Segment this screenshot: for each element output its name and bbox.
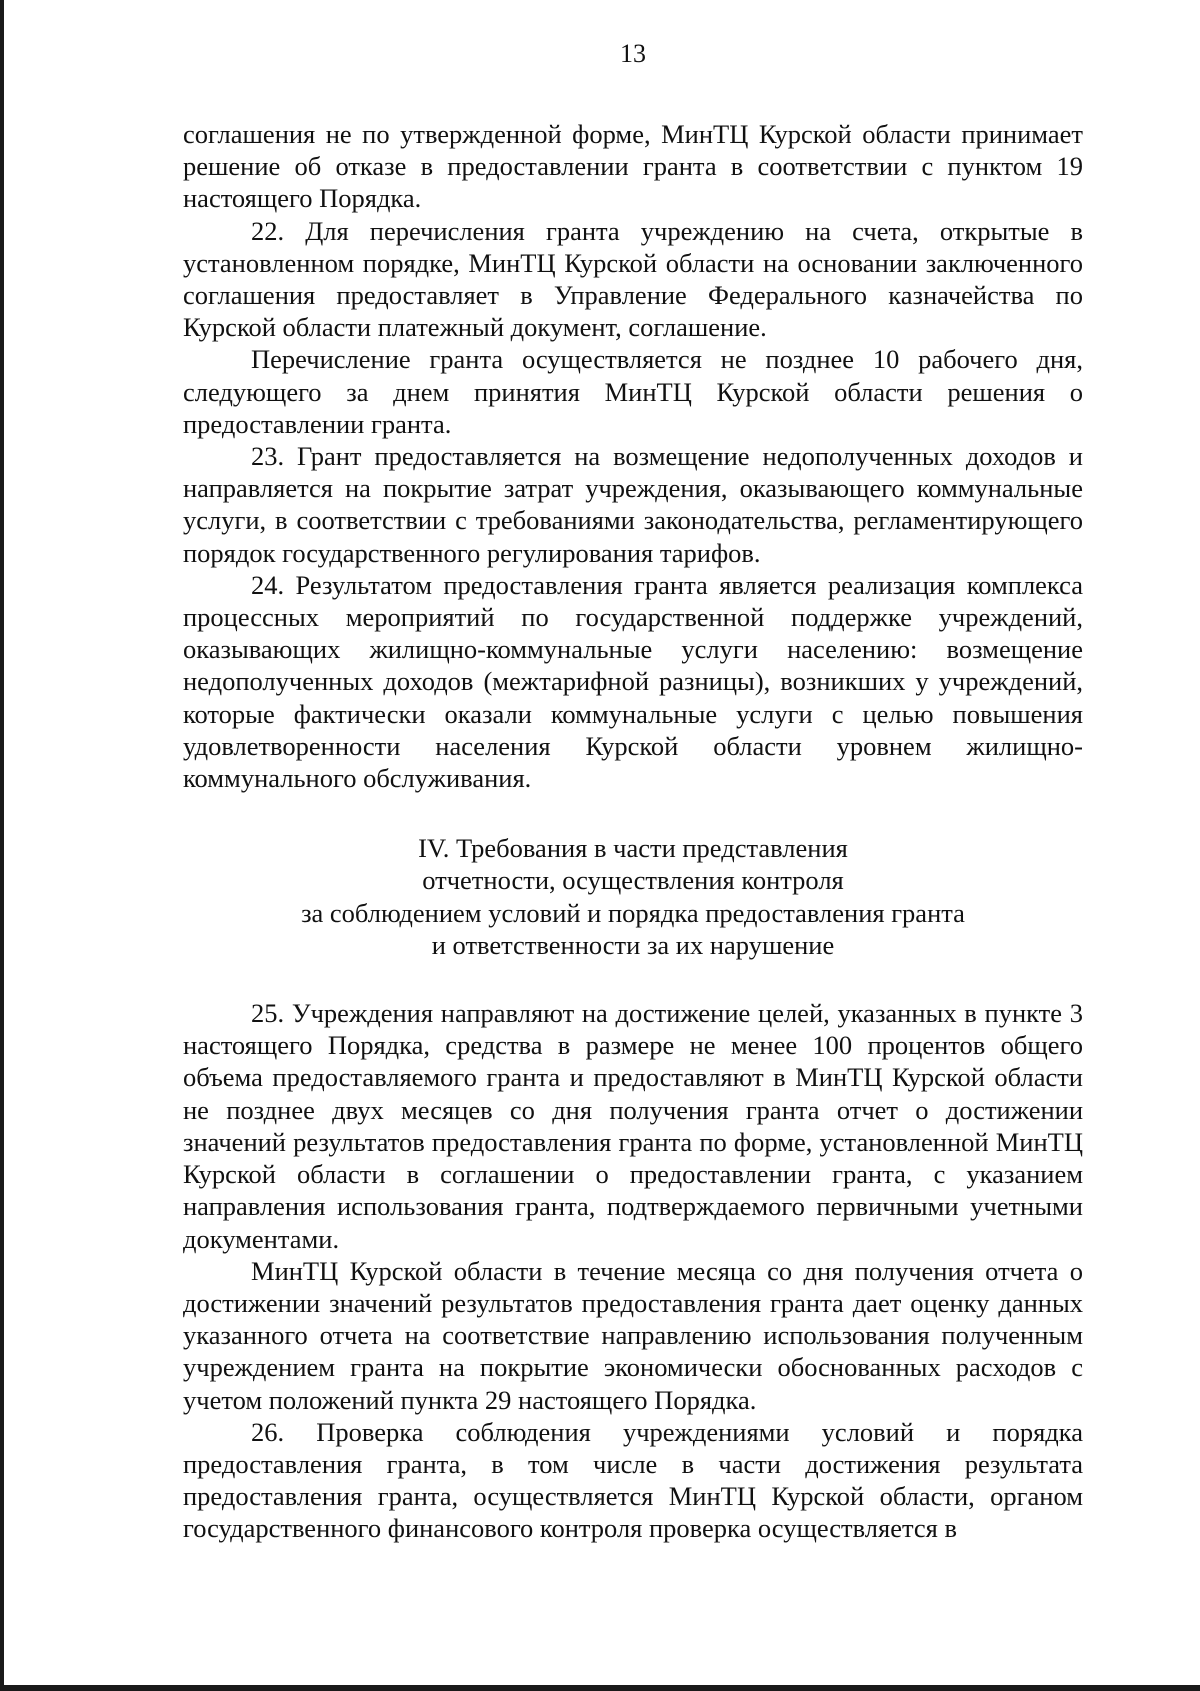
paragraph: соглашения не по утвержденной форме, МинТЦ Курской области принимает решение об отказе в предоставлении гранта в соответствии с пунктом 19 настоящего Порядка. xyxy=(183,119,1083,214)
section-heading-line: IV. Требования в части представления xyxy=(418,833,848,864)
section-heading-line: отчетности, осуществления контроля xyxy=(422,865,844,896)
paragraph-22: 22. Для перечисления гранта учреждению на счета, открытые в установленном порядке, МинТЦ Курской области на основании заключенного соглашения предоставляет в Управление Федерального казначейства по Курской области платежный документ, соглашение. xyxy=(183,215,1083,343)
section-heading-line: за соблюдением условий и порядка предоставления гранта xyxy=(301,897,965,928)
paragraph-25: 25. Учреждения направляют на достижение целей, указанных в пункте 3 настоящего Порядка, средства в размере не менее 100 процентов общего объема предоставляемого гранта и предоставляют в МинТЦ Курской области не позднее двух месяцев со дня получения гранта отчет о достижении значений результатов предоставления гранта по форме, установленной МинТЦ Курской области в соглашении о предоставлении гранта, с указанием направления использования гранта, подтверждаемого первичными учетными документами. xyxy=(183,998,1083,1254)
scan-border-left xyxy=(0,0,4,1691)
paragraph: Перечисление гранта осуществляется не позднее 10 рабочего дня, следующего за днем принятия МинТЦ Курской области решения о предоставлении гранта. xyxy=(183,344,1083,439)
paragraph-24: 24. Результатом предоставления гранта является реализация комплекса процессных мероприятий по государственной поддержке учреждений, оказывающих жилищно-коммунальные услуги населению: возмещение недополученных доходов (межтарифной разницы), возникших у учреждений, которые фактически оказали коммунальные услуги с целью повышения удовлетворенности населения Курской области уровнем жилищно-коммунального обслуживания. xyxy=(183,569,1083,794)
page-number: 13 xyxy=(620,39,646,68)
section-heading xyxy=(183,832,1083,961)
paragraph: МинТЦ Курской области в течение месяца со дня получения отчета о достижении значений результатов предоставления гранта дает оценку данных указанного отчета на соответствие направлению использования полученным учреждением гранта на покрытие экономически обоснованных расходов с учетом положений пункта 29 настоящего Порядка. xyxy=(183,1255,1083,1415)
paragraph-23: 23. Грант предоставляется на возмещение недополученных доходов и направляется на покрытие затрат учреждения, оказывающего коммунальные услуги, в соответствии с требованиями законодательства, регламентирующего порядок государственного регулирования тарифов. xyxy=(183,441,1083,568)
scan-border-bottom xyxy=(0,1685,1200,1691)
paragraph-26: 26. Проверка соблюдения учреждениями условий и порядка предоставления гранта, в том числе в части достижения результата предоставления гранта, осуществляется МинТЦ Курской области, органом государственного финансового контроля проверка осуществляется в xyxy=(183,1416,1083,1544)
document-body xyxy=(183,118,1083,1545)
section-heading-line: и ответственности за их нарушение xyxy=(431,929,835,960)
